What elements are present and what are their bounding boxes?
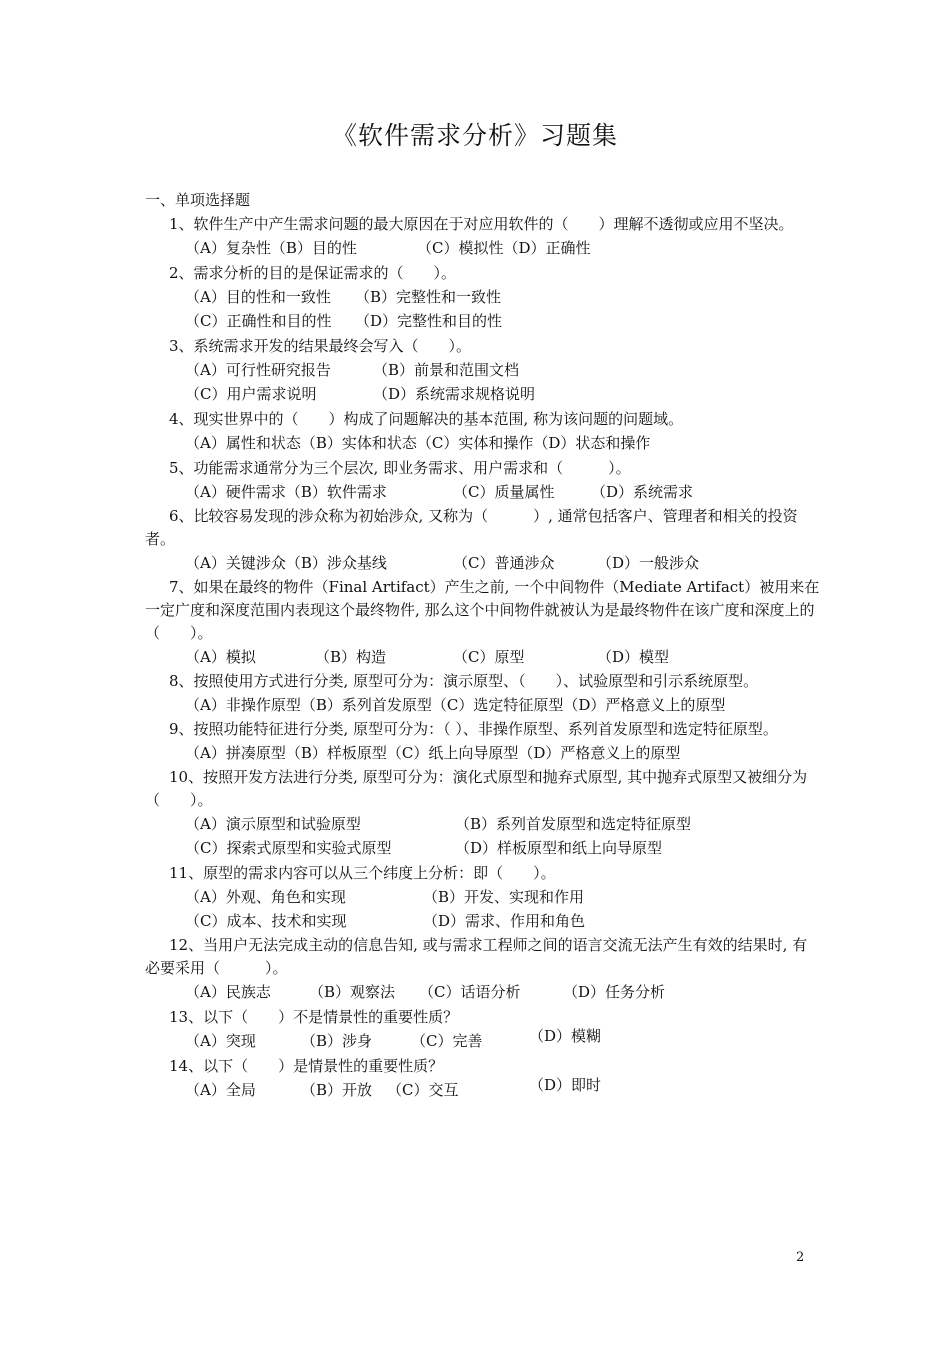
option-row [145, 285, 820, 309]
option: （A）硬件需求（B）软件需求 [185, 483, 387, 501]
option: （D）任务分析 [563, 983, 666, 1001]
question-text: 7、如果在最终的物件（Final Artifact）产生之前, 一个中间物件（Mediate Artifact）被用来在一定广度和深度范围内表现这个最终物件, 那么这个中间物件就被认为是最终物件在该广度和深度上的（ ）。 [145, 578, 820, 642]
question-text: 13、以下（ ）不是情景性的重要性质？ [169, 1008, 459, 1026]
section-heading: 一、单项选择题 [145, 191, 251, 209]
document-title: 《软件需求分析》习题集 [331, 121, 618, 150]
option: （D）需求、作用和角色 [423, 912, 586, 930]
option-row [145, 836, 820, 860]
question-text: 5、功能需求通常分为三个层次, 即业务需求、用户需求和（ ）。 [169, 459, 631, 477]
option: （D）系统需求 [591, 483, 694, 501]
option-row [145, 1078, 820, 1102]
option: （A）关键涉众（B）涉众基线 [185, 554, 387, 572]
option: （C）探索式原型和实验式原型 [185, 839, 392, 857]
option: （A）复杂性（B）目的性 [185, 239, 357, 257]
option: （A）属性和状态（B）实体和状态（C）实体和操作（D）状态和操作 [185, 434, 651, 452]
option: （A）民族志 [185, 983, 271, 1001]
question-text: 10、按照开发方法进行分类, 原型可分为：演化式原型和抛弃式原型, 其中抛弃式原型又被细分为（ ）。 [145, 768, 808, 809]
option: （B）系列首发原型和选定特征原型 [455, 815, 692, 833]
option: （B）观察法 [309, 983, 396, 1001]
option: （A）非操作原型（B）系列首发原型（C）选定特征原型（D）严格意义上的原型 [185, 696, 726, 714]
option: （D）模型 [597, 648, 670, 666]
option: （C）话语分析 [419, 983, 521, 1001]
question-text: 8、按照使用方式进行分类, 原型可分为：演示原型、（ ）、试验原型和引示系统原型。 [169, 672, 759, 690]
option-row [145, 309, 820, 333]
option: （A）突现 [185, 1032, 256, 1050]
option-row [145, 431, 820, 455]
question-text: 9、按照功能特征进行分类, 原型可分为：（ ）、非操作原型、系列首发原型和选定特征原型。 [169, 720, 778, 738]
option: （A）拼凑原型（B）样板原型（C）纸上向导原型（D）严格意义上的原型 [185, 744, 681, 762]
option: （D）完整性和目的性 [355, 312, 503, 330]
option-row [145, 358, 820, 382]
option: （D）模糊 [529, 1027, 602, 1045]
question-text: 3、系统需求开发的结果最终会写入（ ）。 [169, 337, 472, 355]
option: （B）前景和范围文档 [373, 361, 520, 379]
option: （A）目的性和一致性 [185, 288, 331, 306]
option: （C）普通涉众 [453, 554, 555, 572]
question-text: 4、现实世界中的（ ）构成了问题解决的基本范围, 称为该问题的问题域。 [169, 410, 684, 428]
option: （D）一般涉众 [597, 554, 700, 572]
option-row [145, 885, 820, 909]
option: （C）质量属性 [453, 483, 555, 501]
option: （A）全局 [185, 1081, 256, 1099]
option-row [145, 551, 820, 575]
question-text: 2、需求分析的目的是保证需求的（ ）。 [169, 264, 457, 282]
option: （D）系统需求规格说明 [373, 385, 536, 403]
option: （B）开发、实现和作用 [423, 888, 585, 906]
option: （D）样板原型和纸上向导原型 [455, 839, 663, 857]
option: （D）即时 [529, 1076, 602, 1094]
option: （A）外观、角色和实现 [185, 888, 346, 906]
page-number: 2 [796, 1250, 805, 1265]
question-text: 6、比较容易发现的涉众称为初始涉众, 又称为（ ）, 通常包括客户、管理者和相关的投资者。 [145, 507, 798, 548]
option: （A）演示原型和试验原型 [185, 815, 361, 833]
option: （C）用户需求说明 [185, 385, 317, 403]
question-text: 14、以下（ ）是情景性的重要性质？ [169, 1057, 444, 1075]
option: （C）模拟性（D）正确性 [417, 239, 591, 257]
option-row [145, 909, 820, 933]
option: （C）正确性和目的性 [185, 312, 332, 330]
option-row [145, 645, 820, 669]
option: （A）可行性研究报告 [185, 361, 331, 379]
option: （C）原型 [453, 648, 525, 666]
option: （A）模拟 [185, 648, 256, 666]
option: （B）完整性和一致性 [355, 288, 502, 306]
option-row [145, 693, 820, 717]
option-row [145, 741, 820, 765]
option: （C）成本、技术和实现 [185, 912, 347, 930]
option-row [145, 480, 820, 504]
option: （C）完善 [411, 1032, 483, 1050]
question-text: 1、软件生产中产生需求问题的最大原因在于对应用软件的（ ）理解不透彻或应用不坚决。 [169, 215, 794, 233]
option: （B）涉身 [301, 1032, 373, 1050]
question-text: 11、原型的需求内容可以从三个纬度上分析：即（ ）。 [169, 864, 556, 882]
option-row [145, 236, 820, 260]
option: （C）交互 [387, 1081, 459, 1099]
question-list [145, 188, 820, 1102]
question-text: 12、当用户无法完成主动的信息告知, 或与需求工程师之间的语言交流无法产生有效的结果时, 有必要采用（ ）。 [145, 936, 808, 977]
option: （B）构造 [315, 648, 387, 666]
option-row [145, 1029, 820, 1053]
option-row [145, 812, 820, 836]
option-row [145, 382, 820, 406]
option: （B）开放 [301, 1081, 373, 1099]
option-row [145, 980, 820, 1004]
